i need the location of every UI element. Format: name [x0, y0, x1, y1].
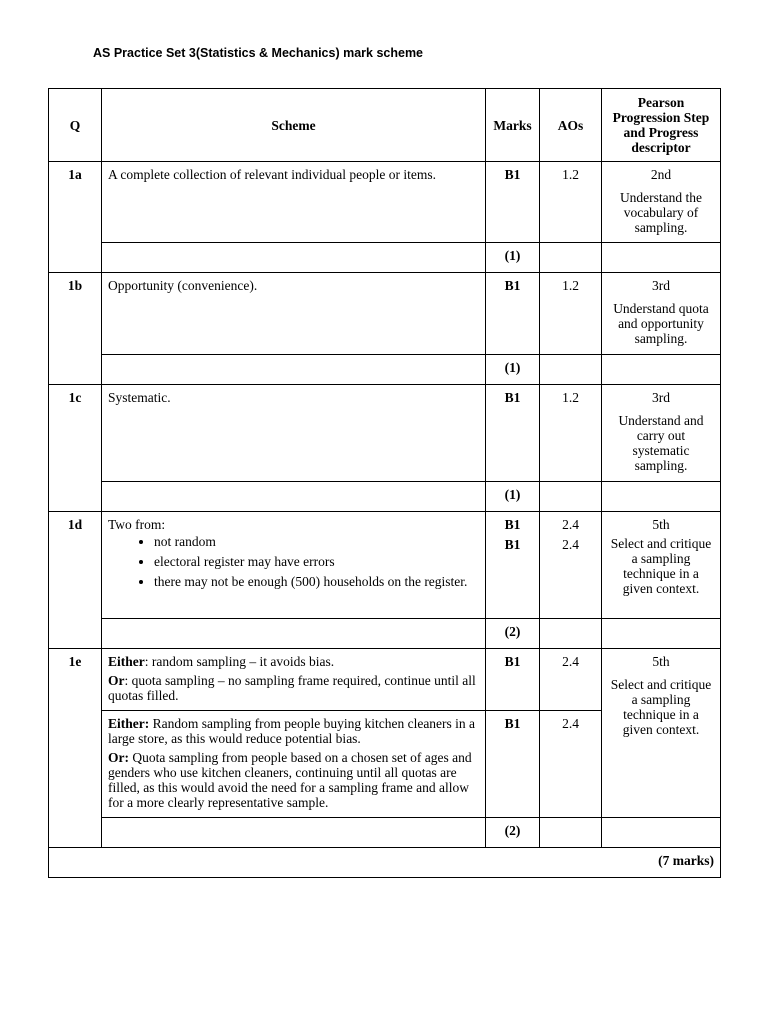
- progression-step: 3rd: [652, 278, 670, 293]
- mark-code: B1: [486, 711, 540, 818]
- document-title: AS Practice Set 3(Statistics & Mechanics) mark scheme: [93, 46, 424, 60]
- mark-code: B1: [504, 517, 521, 532]
- either-label: Either: [108, 654, 145, 669]
- empty-cell: [540, 818, 602, 848]
- or-text: Quota sampling from people based on a chosen set of ages and genders who use kitchen cleaners, continuing until all quotas are filled, as this would avoid the need for a sampling frame and allow for a more clearly representative sample.: [108, 750, 472, 810]
- progression-step: 5th: [652, 517, 670, 532]
- empty-cell: [540, 482, 602, 512]
- ao-value: 2.4: [562, 537, 579, 552]
- progress-descriptor: Select and critique a sampling technique in a given context.: [610, 677, 712, 737]
- table-row-1a: [49, 162, 721, 243]
- subtotal-row-1a: [49, 243, 721, 273]
- mark-code: B1: [486, 649, 540, 711]
- scheme-or: [108, 673, 479, 703]
- progression-cell: [602, 512, 721, 619]
- ao-value: 1.2: [540, 162, 602, 243]
- empty-cell: [602, 818, 721, 848]
- subtotal-row-1e: [49, 818, 721, 848]
- subtotal-marks: (1): [486, 482, 540, 512]
- progression-cell: [602, 385, 721, 482]
- list-item: • not random: [154, 534, 479, 549]
- subtotal-marks: (1): [486, 355, 540, 385]
- list-item: • electoral register may have errors: [154, 554, 479, 569]
- progression-step: 2nd: [650, 167, 672, 182]
- mark-code: B1: [486, 273, 540, 355]
- empty-cell: [540, 355, 602, 385]
- marks-cell: [486, 512, 540, 619]
- either-label: Either:: [108, 716, 150, 731]
- empty-cell: [102, 355, 486, 385]
- empty-cell: [102, 482, 486, 512]
- progress-descriptor: Select and critique a sampling technique in a given context.: [610, 536, 712, 596]
- either-text: : random sampling – it avoids bias.: [144, 654, 335, 669]
- table-row-1c: [49, 385, 721, 482]
- question-number: 1c: [49, 385, 102, 512]
- mark-code: B1: [486, 162, 540, 243]
- scheme-text: Systematic.: [102, 385, 486, 482]
- empty-cell: [540, 243, 602, 273]
- progress-descriptor: Understand the vocabulary of sampling.: [619, 190, 703, 235]
- table-row-1b: [49, 273, 721, 355]
- scheme-text: Opportunity (convenience).: [102, 273, 486, 355]
- empty-cell: [602, 619, 721, 649]
- question-number: 1b: [49, 273, 102, 385]
- empty-cell: [540, 619, 602, 649]
- table-row-1d: [49, 512, 721, 619]
- empty-cell: [102, 818, 486, 848]
- progress-descriptor: Understand and carry out systematic sampling.: [618, 413, 704, 473]
- mark-scheme-table: [48, 88, 721, 878]
- header-q: Q: [49, 89, 102, 162]
- scheme-bullet-list: [108, 534, 479, 589]
- aos-cell: [540, 512, 602, 619]
- or-label: Or: [108, 673, 125, 688]
- ao-value: 2.4: [540, 649, 602, 711]
- mark-code: B1: [504, 537, 521, 552]
- header-pearson: Pearson Progression Step and Progress descriptor: [602, 89, 721, 162]
- list-item: • there may not be enough (500) households on the register.: [154, 574, 479, 589]
- scheme-or: [108, 750, 479, 810]
- header-scheme: Scheme: [102, 89, 486, 162]
- progression-cell: [602, 649, 721, 818]
- table-row-1e-part1: [49, 649, 721, 711]
- scheme-cell: [102, 649, 486, 711]
- question-number: 1d: [49, 512, 102, 649]
- ao-value: 1.2: [540, 273, 602, 355]
- grand-total: (7 marks): [49, 848, 721, 878]
- question-number: 1a: [49, 162, 102, 273]
- ao-value: 2.4: [540, 711, 602, 818]
- progression-cell: [602, 273, 721, 355]
- progression-step: 5th: [652, 654, 670, 669]
- or-label: Or:: [108, 750, 129, 765]
- ao-value: 2.4: [562, 517, 579, 532]
- header-aos: AOs: [540, 89, 602, 162]
- subtotal-row-1c: [49, 482, 721, 512]
- or-text: : quota sampling – no sampling frame required, continue until all quotas filled.: [108, 673, 476, 703]
- ao-value: 1.2: [540, 385, 602, 482]
- subtotal-row-1b: [49, 355, 721, 385]
- scheme-either: [108, 654, 479, 669]
- question-number: 1e: [49, 649, 102, 848]
- empty-cell: [602, 482, 721, 512]
- empty-cell: [102, 619, 486, 649]
- subtotal-marks: (2): [486, 619, 540, 649]
- scheme-either: [108, 716, 479, 746]
- mark-code: B1: [486, 385, 540, 482]
- subtotal-row-1d: [49, 619, 721, 649]
- header-row: [49, 89, 721, 162]
- progression-step: 3rd: [652, 390, 670, 405]
- scheme-cell: [102, 512, 486, 619]
- progress-descriptor: Understand quota and opportunity sampling.: [613, 301, 709, 346]
- header-marks: Marks: [486, 89, 540, 162]
- scheme-cell: [102, 711, 486, 818]
- subtotal-marks: (1): [486, 243, 540, 273]
- scheme-intro: Two from:: [108, 517, 166, 532]
- empty-cell: [602, 355, 721, 385]
- grand-total-row: [49, 848, 721, 878]
- scheme-text: A complete collection of relevant individual people or items.: [102, 162, 486, 243]
- either-text: Random sampling from people buying kitchen cleaners in a large store, as this would reduce potential bias.: [108, 716, 476, 746]
- subtotal-marks: (2): [486, 818, 540, 848]
- empty-cell: [602, 243, 721, 273]
- progression-cell: [602, 162, 721, 243]
- empty-cell: [102, 243, 486, 273]
